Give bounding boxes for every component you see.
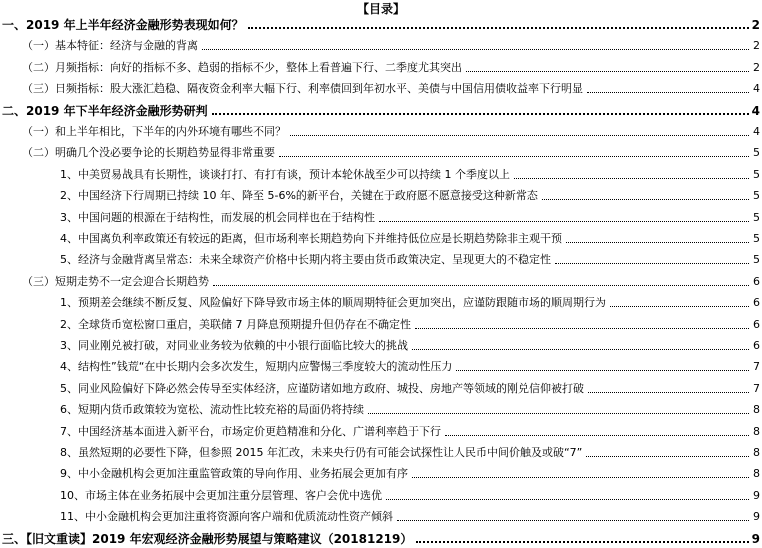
toc-entry[interactable]: [0, 205, 762, 227]
toc-page-number: 2: [753, 39, 760, 53]
toc-leader-dots: [290, 134, 749, 136]
toc-page-number: 5: [753, 167, 760, 181]
toc-entry-text: 1、中美贸易战具有长期性，谈谈打打、有打有谈，预计本轮休战至少可以持续 1 个季度以上: [60, 167, 510, 181]
toc-entry-text: 9、中小金融机构会更加注重监管政策的导向作用、业务拓展会更加有序: [60, 467, 408, 481]
toc-entry[interactable]: [0, 119, 762, 141]
toc-entry-text: 8、虽然短期的必要性下降，但参照 2015 年汇改，未来央行仍有可能会试探性让人民币中间价触及或破“7”: [60, 446, 583, 459]
toc-entry[interactable]: [0, 12, 762, 34]
toc-leader-dots: [202, 48, 749, 50]
toc-entry[interactable]: [0, 247, 762, 269]
toc-page-number: 8: [753, 467, 760, 481]
toc-page-number: 4: [751, 103, 760, 118]
toc-entry[interactable]: [0, 55, 762, 77]
toc-page-number: 7: [753, 381, 760, 395]
toc-leader-dots: [213, 284, 749, 286]
toc-entry-text: 3、中国问题的根源在于结构性，而发展的机会同样也在于结构性: [60, 210, 375, 224]
toc-entry[interactable]: [0, 33, 762, 55]
toc-entry-text: 5、同业风险偏好下降必然会传导至实体经济，应谨防诸如地方政府、城投、房地产等领域的刚兑信仰被打破: [60, 381, 584, 395]
toc-page-number: 6: [753, 274, 760, 288]
toc-entry-text: 2、全球货币宽松窗口重启，美联储 7 月降息预期提升但仍存在不确定性: [60, 317, 411, 331]
toc-entry-text: （三）日频指标：股大涨汇趋稳、隔夜资金利率大幅下行、利率债回到年初水平、美债与中国信用债收益率下行明显: [22, 82, 583, 96]
toc-page-number: 6: [753, 339, 760, 352]
toc-leader-dots: [555, 262, 749, 264]
toc-leader-dots: [586, 455, 749, 457]
toc-entry-text: （二）月频指标：向好的指标不多、趋弱的指标不少，整体上看普遍下行、二季度尤其突出: [22, 60, 462, 74]
toc-page-number: 8: [753, 424, 760, 438]
toc-leader-dots: [415, 327, 749, 329]
toc-entry[interactable]: [0, 226, 762, 248]
toc-entry[interactable]: [0, 269, 762, 291]
toc-entry[interactable]: [0, 483, 762, 505]
toc-entry[interactable]: [0, 98, 762, 120]
toc-entry[interactable]: [0, 162, 762, 184]
toc-page-number: 5: [753, 146, 760, 160]
toc-entry-text: （一）和上半年相比，下半年的内外环境有哪些不同？: [22, 125, 286, 138]
toc-page-number: 9: [751, 531, 760, 546]
toc-entry-text: （三）短期走势不一定会迎合长期趋势: [22, 274, 209, 288]
toc-leader-dots: [368, 412, 749, 414]
toc-leader-dots: [212, 112, 749, 115]
toc-entry[interactable]: [0, 376, 762, 398]
toc-page-number: 8: [753, 446, 760, 459]
toc-leader-dots: [445, 434, 749, 436]
toc-entry-text: 4、中国离负利率政策还有较远的距离，但市场利率长期趋势向下并维持低位应是长期趋势除非主观干预: [60, 232, 562, 245]
toc-entry[interactable]: [0, 440, 762, 462]
toc-page-number: 6: [753, 296, 760, 310]
toc-entry-text: （一）基本特征：经济与金融的背离: [22, 39, 198, 53]
toc-page-number: 9: [753, 488, 760, 502]
toc-leader-dots: [412, 348, 749, 350]
toc-entry[interactable]: [0, 183, 762, 205]
toc-entry[interactable]: [0, 333, 762, 355]
toc-leader-dots: [514, 177, 749, 179]
toc-entry[interactable]: [0, 526, 762, 548]
toc-entry-text: 11、中小金融机构会更加注重将资源向客户端和优质流动性资产倾斜: [60, 510, 393, 524]
toc-entry[interactable]: [0, 504, 762, 526]
toc-entry-text: 7、中国经济基本面进入新平台，市场定价更趋精准和分化、广谱利率趋于下行: [60, 424, 441, 438]
toc-leader-dots: [397, 519, 749, 521]
toc-page-number: 2: [751, 18, 760, 32]
toc-page-number: 4: [753, 125, 760, 138]
toc-page-number: 5: [753, 189, 760, 203]
toc-entry-text: 一、2019 年上半年经济金融形势表现如何？: [2, 18, 244, 32]
toc-page-number: 5: [753, 253, 760, 267]
toc-leader-dots: [542, 198, 749, 200]
toc-leader-dots: [610, 305, 749, 307]
toc-entry[interactable]: [0, 290, 762, 312]
toc-page-number: 2: [753, 60, 760, 74]
toc-page-number: 9: [753, 510, 760, 524]
toc-entry[interactable]: [0, 461, 762, 483]
toc-entry-text: 3、同业刚兑被打破，对同业业务较为依赖的中小银行面临比较大的挑战: [60, 339, 408, 352]
toc-entry[interactable]: [0, 76, 762, 98]
toc-entry-text: 6、短期内货币政策较为宽松、流动性比较充裕的局面仍将持续: [60, 403, 364, 417]
toc-leader-dots: [379, 220, 749, 222]
toc-entry[interactable]: [0, 397, 762, 419]
toc-page-number: 8: [753, 403, 760, 417]
toc-leader-dots: [587, 91, 749, 93]
toc-page-number: 4: [753, 82, 760, 96]
toc-leader-dots: [456, 369, 749, 371]
toc-entry[interactable]: [0, 419, 762, 441]
toc-entry-text: 1、预期差会继续不断反复、风险偏好下降导致市场主体的顺周期特征会更加突出，应谨防跟随市场的顺周期行为: [60, 296, 606, 310]
toc-page-number: 7: [753, 360, 760, 374]
toc-entry-text: 二、2019 年下半年经济金融形势研判: [2, 103, 208, 118]
toc-entry[interactable]: [0, 140, 762, 162]
toc-entry[interactable]: [0, 354, 762, 376]
toc-title: 【目录】: [356, 2, 405, 16]
toc-entry-text: （二）明确几个没必要争论的长期趋势显得非常重要: [22, 146, 275, 160]
toc-leader-dots: [588, 391, 749, 393]
toc-leader-dots: [466, 70, 749, 72]
toc-page-number: 5: [753, 210, 760, 224]
toc-leader-dots: [248, 26, 749, 29]
toc-entry[interactable]: [0, 312, 762, 334]
toc-leader-dots: [386, 498, 749, 500]
toc-leader-dots: [566, 241, 749, 243]
toc-page-number: 5: [753, 232, 760, 245]
toc-entry-text: 2、中国经济下行周期已持续 10 年、降至 5-6%的新平台，关键在于政府愿不愿意接受这种新常态: [60, 189, 538, 203]
toc-entry-text: 4、结构性”钱荒“在中长期内会多次发生，短期内应警惕三季度较大的流动性压力: [60, 360, 453, 374]
toc-entry-text: 三、【旧文重读】2019 年宏观经济金融形势展望与策略建议（20181219）: [2, 531, 413, 546]
toc-entry-text: 10、市场主体在业务拓展中会更加注重分层管理、客户会优中选优: [60, 488, 382, 502]
toc-page-number: 6: [753, 317, 760, 331]
toc-leader-dots: [416, 540, 748, 543]
toc-leader-dots: [279, 155, 749, 157]
toc-leader-dots: [412, 476, 749, 478]
toc-entry-text: 5、经济与金融背离呈常态：未来全球资产价格中长期内将主要由货币政策决定、呈现更大的不稳定性: [60, 253, 551, 267]
